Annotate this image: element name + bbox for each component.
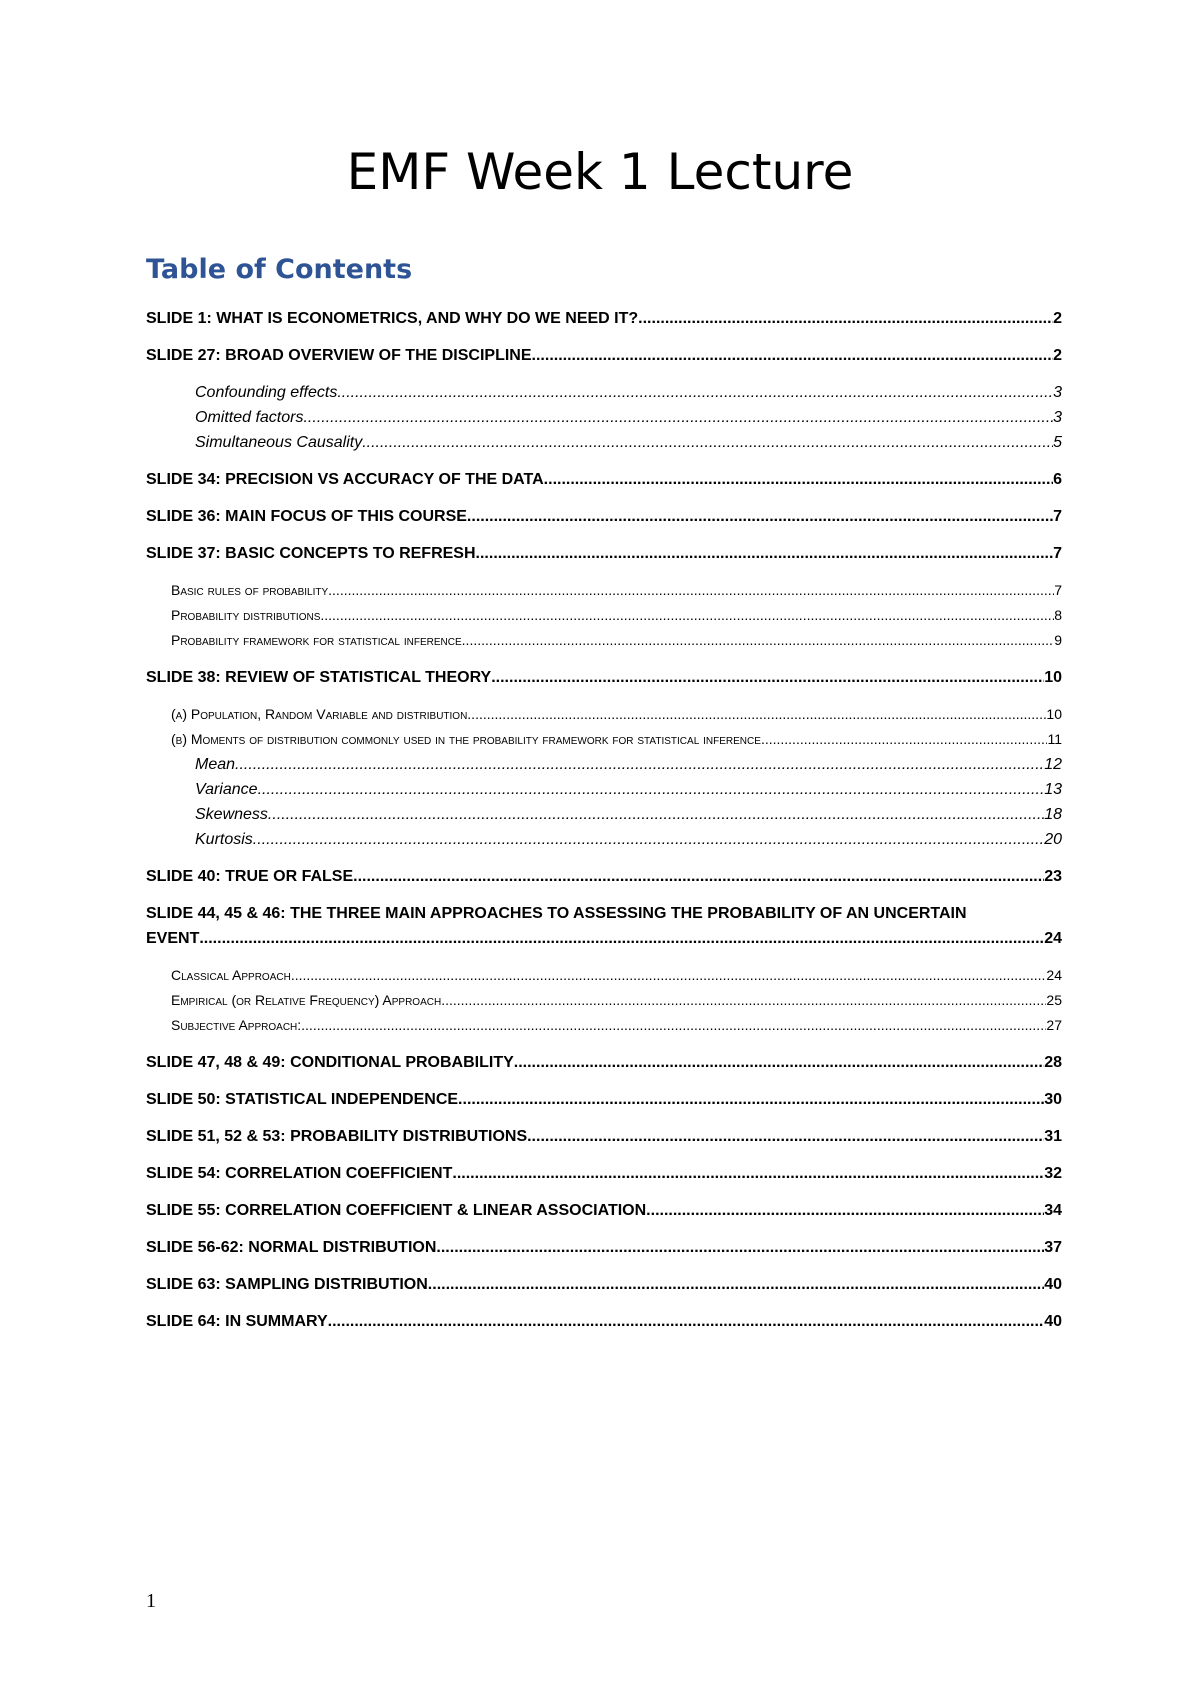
- toc-entry-label: Probability distributions: [171, 607, 321, 623]
- toc-entry-slide-44-46[interactable]: [146, 901, 1062, 951]
- toc-leader-dots: [268, 802, 1044, 827]
- toc-leader-dots: [253, 827, 1044, 852]
- toc-entry-label: Simultaneous Causality: [195, 434, 363, 451]
- toc-leader-dots: [532, 343, 1054, 368]
- document-title: EMF Week 1 Lecture: [346, 143, 854, 201]
- toc-entry-label: Classical Approach: [171, 967, 291, 983]
- toc-leader-dots: [353, 864, 1044, 889]
- toc-entry-page: 24: [1046, 967, 1062, 983]
- toc-leader-dots: [428, 1272, 1044, 1297]
- toc-entry-label: Skewness: [195, 806, 268, 823]
- toc-entry-page: 8: [1054, 607, 1062, 623]
- toc-entry-page: 10: [1044, 669, 1062, 686]
- toc-entry-page: 34: [1044, 1202, 1062, 1219]
- toc-entry-label: SLIDE 1: WHAT IS ECONOMETRICS, AND WHY DO WE NEED IT?: [146, 310, 639, 327]
- toc-entry-page: 7: [1054, 582, 1062, 598]
- toc-entry-omitted-factors[interactable]: [146, 405, 1062, 430]
- toc-entry-label: Mean: [195, 756, 236, 773]
- toc-entry-mean[interactable]: [146, 752, 1062, 777]
- toc-entry-page: 2: [1053, 310, 1062, 327]
- toc-entry-slide-56-62[interactable]: [146, 1235, 1062, 1260]
- toc-entry-label: SLIDE 37: BASIC CONCEPTS TO REFRESH: [146, 545, 476, 562]
- toc-entry-page: 37: [1044, 1239, 1062, 1256]
- table-of-contents: [146, 306, 1062, 1334]
- toc-entry-label: SLIDE 47, 48 & 49: CONDITIONAL PROBABILITY: [146, 1054, 514, 1071]
- toc-entry-page: 25: [1046, 992, 1062, 1008]
- toc-entry-label: SLIDE 38: REVIEW OF STATISTICAL THEORY: [146, 669, 492, 686]
- toc-leader-dots: [436, 1235, 1044, 1260]
- toc-leader-dots: [452, 1161, 1044, 1186]
- toc-entry-slide-63[interactable]: [146, 1272, 1062, 1297]
- toc-leader-dots: [646, 1198, 1044, 1223]
- toc-entry-slide-51-53[interactable]: [146, 1124, 1062, 1149]
- toc-leader-dots: [491, 665, 1044, 690]
- toc-leader-dots: [303, 405, 1053, 430]
- toc-leader-dots: [467, 702, 1046, 727]
- toc-entry-page: 18: [1044, 806, 1062, 823]
- toc-entry-slide-27[interactable]: [146, 343, 1062, 368]
- toc-entry-label: SLIDE 34: PRECISION VS ACCURACY OF THE DATA: [146, 471, 544, 488]
- toc-entry-page: 30: [1044, 1091, 1062, 1108]
- toc-entry-kurtosis[interactable]: [146, 827, 1062, 852]
- toc-entry-page: 7: [1053, 545, 1062, 562]
- toc-entry-label: SLIDE 63: SAMPLING DISTRIBUTION: [146, 1276, 428, 1293]
- toc-entry-probability-framework[interactable]: [146, 628, 1062, 653]
- toc-entry-empirical-approach[interactable]: [146, 988, 1062, 1013]
- toc-entry-label: SLIDE 54: CORRELATION COEFFICIENT: [146, 1165, 453, 1182]
- toc-entry-page: 9: [1054, 632, 1062, 648]
- toc-entry-page: 40: [1044, 1276, 1062, 1293]
- toc-entry-page: 31: [1044, 1128, 1062, 1145]
- toc-leader-dots: [458, 1087, 1044, 1112]
- toc-leader-dots: [527, 1124, 1044, 1149]
- toc-entry-simultaneous-causality[interactable]: [146, 430, 1062, 455]
- toc-entry-page: 28: [1044, 1054, 1062, 1071]
- toc-entry-page: 3: [1053, 384, 1062, 401]
- toc-entry-continuation: [146, 926, 1062, 951]
- toc-entry-label-line1: SLIDE 44, 45 & 46: THE THREE MAIN APPROACHES TO ASSESSING THE PROBABILITY OF AN UNCERTAIN: [146, 905, 967, 922]
- toc-leader-dots: [761, 727, 1048, 752]
- toc-entry-skewness[interactable]: [146, 802, 1062, 827]
- toc-entry-probability-distributions[interactable]: [146, 603, 1062, 628]
- toc-entry-page: 11: [1047, 731, 1062, 747]
- toc-entry-label-line2: EVENT: [146, 930, 200, 947]
- toc-entry-page: 24: [1044, 930, 1062, 947]
- toc-entry-variance[interactable]: [146, 777, 1062, 802]
- toc-entry-slide-54[interactable]: [146, 1161, 1062, 1186]
- toc-leader-dots: [337, 380, 1053, 405]
- toc-entry-page: 10: [1046, 706, 1062, 722]
- toc-entry-slide-55[interactable]: [146, 1198, 1062, 1223]
- toc-leader-dots: [544, 467, 1053, 492]
- toc-entry-classical-approach[interactable]: [146, 963, 1062, 988]
- toc-entry-label: Basic rules of probability: [171, 582, 329, 598]
- toc-entry-slide-64[interactable]: [146, 1309, 1062, 1334]
- toc-entry-page: 27: [1046, 1017, 1062, 1033]
- toc-leader-dots: [301, 1013, 1046, 1038]
- toc-entry-label: (a) Population, Random Variable and distribution: [171, 706, 468, 722]
- toc-entry-label: SLIDE 51, 52 & 53: PROBABILITY DISTRIBUTIONS: [146, 1128, 528, 1145]
- toc-entry-slide-38[interactable]: [146, 665, 1062, 690]
- toc-entry-label: Variance: [195, 781, 258, 798]
- toc-entry-slide-47-49[interactable]: [146, 1050, 1062, 1075]
- toc-entry-label: Kurtosis: [195, 831, 253, 848]
- toc-leader-dots: [320, 603, 1054, 628]
- toc-entry-page: 5: [1053, 434, 1062, 451]
- toc-entry-label: Empirical (or Relative Frequency) Approach: [171, 992, 442, 1008]
- toc-leader-dots: [258, 777, 1045, 802]
- toc-entry-label: SLIDE 56-62: NORMAL DISTRIBUTION: [146, 1239, 437, 1256]
- toc-leader-dots: [362, 430, 1053, 455]
- toc-leader-dots: [441, 988, 1046, 1013]
- toc-entry-page: 3: [1053, 409, 1062, 426]
- toc-entry-page: 7: [1053, 508, 1062, 525]
- toc-leader-dots: [328, 1309, 1045, 1334]
- toc-leader-dots: [199, 926, 1044, 951]
- toc-entry-label: SLIDE 50: STATISTICAL INDEPENDENCE: [146, 1091, 459, 1108]
- toc-entry-page: 12: [1044, 756, 1062, 773]
- toc-entry-page: 13: [1044, 781, 1062, 798]
- toc-entry-label: Probability framework for statistical inference: [171, 632, 462, 648]
- toc-entry-page: 2: [1053, 347, 1062, 364]
- toc-entry-page: 40: [1044, 1313, 1062, 1330]
- toc-entry-label: SLIDE 55: CORRELATION COEFFICIENT & LINEAR ASSOCIATION: [146, 1202, 647, 1219]
- toc-entry-subjective-approach[interactable]: [146, 1013, 1062, 1038]
- page-number: 1: [146, 1590, 156, 1612]
- toc-entry-slide-34[interactable]: [146, 467, 1062, 492]
- toc-entry-label: SLIDE 40: TRUE OR FALSE: [146, 868, 354, 885]
- toc-entry-page: 6: [1053, 471, 1062, 488]
- toc-entry-label: (b) Moments of distribution commonly used in the probability framework for statistical inference: [171, 731, 761, 747]
- toc-entry-label: Subjective Approach:: [171, 1017, 302, 1033]
- toc-entry-moments[interactable]: [146, 727, 1062, 752]
- toc-entry-population[interactable]: [146, 702, 1062, 727]
- toc-entry-slide-1[interactable]: [146, 306, 1062, 331]
- toc-leader-dots: [462, 628, 1055, 653]
- toc-entry-slide-50[interactable]: [146, 1087, 1062, 1112]
- toc-entry-confounding-effects[interactable]: [146, 380, 1062, 405]
- toc-entry-label: SLIDE 64: IN SUMMARY: [146, 1313, 328, 1330]
- toc-leader-dots: [476, 541, 1054, 566]
- toc-entry-label: SLIDE 36: MAIN FOCUS OF THIS COURSE: [146, 508, 467, 525]
- toc-entry-label: Confounding effects: [195, 384, 338, 401]
- toc-leader-dots: [638, 306, 1053, 331]
- toc-entry-label: SLIDE 27: BROAD OVERVIEW OF THE DISCIPLINE: [146, 347, 532, 364]
- toc-heading: Table of Contents: [146, 254, 413, 285]
- toc-entry-slide-40[interactable]: [146, 864, 1062, 889]
- toc-entry-basic-rules[interactable]: [146, 578, 1062, 603]
- toc-leader-dots: [328, 578, 1054, 603]
- toc-leader-dots: [291, 963, 1047, 988]
- toc-entry-page: 20: [1044, 831, 1062, 848]
- toc-entry-slide-37[interactable]: [146, 541, 1062, 566]
- toc-entry-label: Omitted factors: [195, 409, 304, 426]
- toc-leader-dots: [235, 752, 1044, 777]
- toc-entry-page: 23: [1044, 868, 1062, 885]
- toc-leader-dots: [514, 1050, 1044, 1075]
- toc-entry-page: 32: [1044, 1165, 1062, 1182]
- toc-leader-dots: [467, 504, 1053, 529]
- toc-entry-slide-36[interactable]: [146, 504, 1062, 529]
